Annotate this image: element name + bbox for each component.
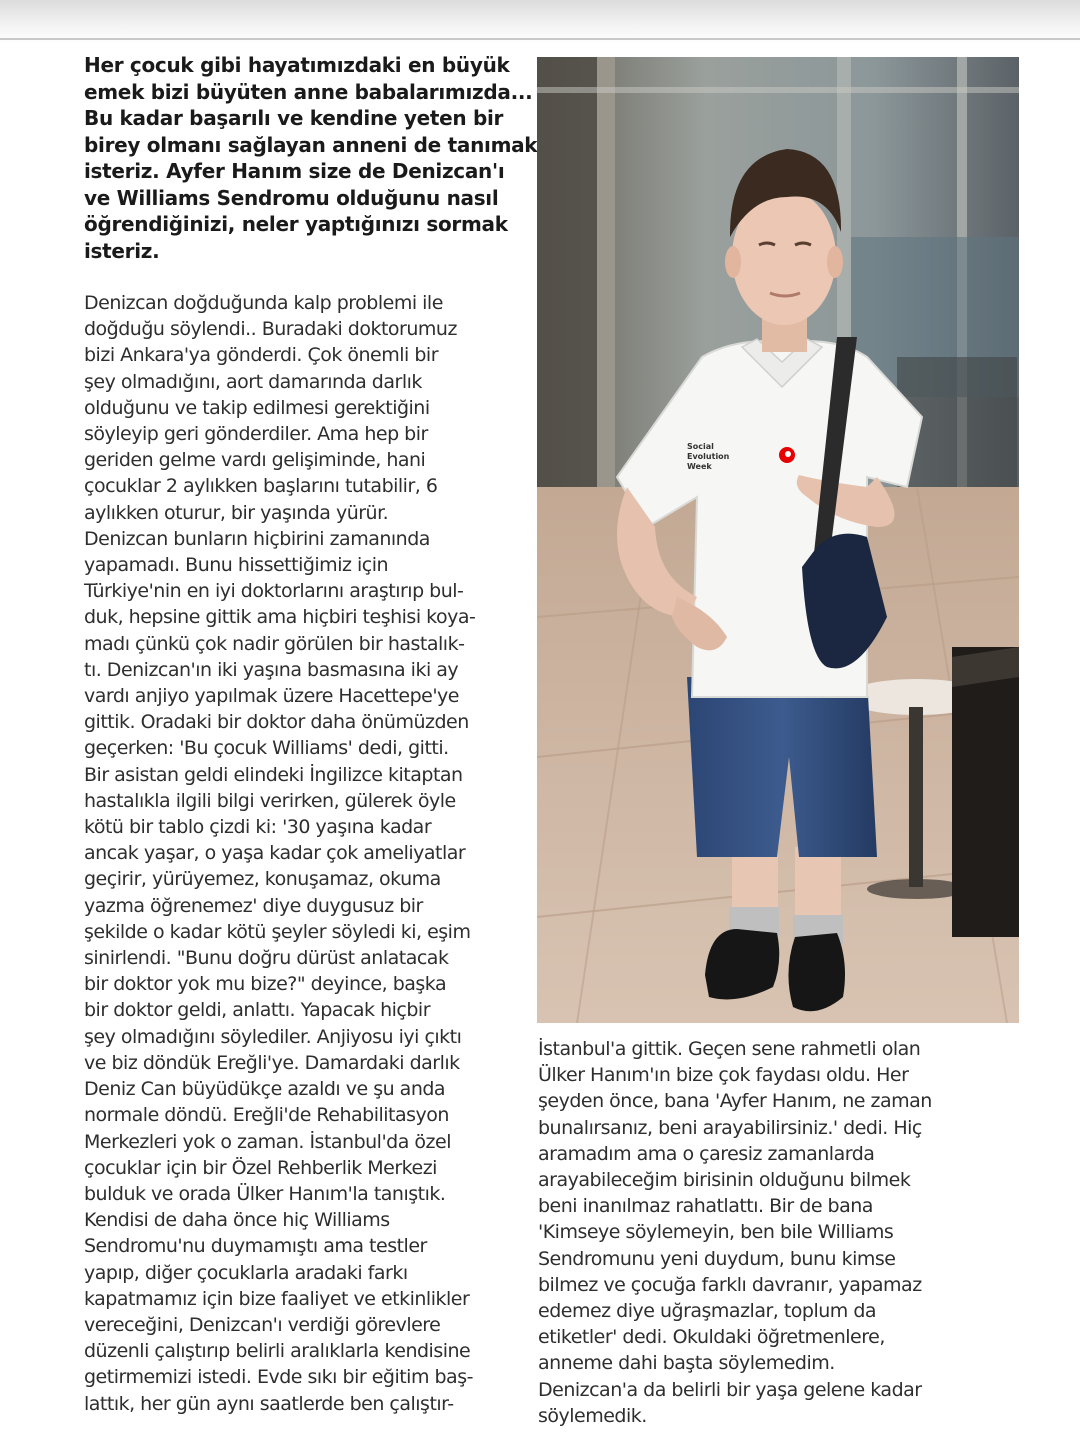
left-column-line: Bir asistan geldi elindeki İngilizce kitaptan bbox=[84, 763, 463, 786]
left-column-line: duk, hepsine gittik ama hiçbiri teşhisi koya- bbox=[84, 606, 476, 629]
left-column-line: geçerken: 'Bu çocuk Williams' dedi, gitti. bbox=[84, 737, 449, 760]
left-shoe bbox=[705, 929, 779, 999]
right-column-line: bilmez ve çocuğa farklı davranır, yapamaz bbox=[538, 1273, 922, 1296]
shirt-badge-left: Social bbox=[687, 442, 714, 451]
left-column-line: bulduk ve orada Ülker Hanım'la tanıştık. bbox=[84, 1182, 446, 1205]
left-column-line: kapatmamız için bize faaliyet ve etkinlikler bbox=[84, 1287, 470, 1310]
lead-line: Her çocuk gibi hayatımızdaki en büyük bbox=[84, 53, 510, 77]
left-column-line: gittik. Oradaki bir doktor daha önümüzden bbox=[84, 711, 469, 734]
right-column-line: etiketler' dedi. Okuldaki öğretmenlere, bbox=[538, 1326, 885, 1349]
svg-text:Week: Week bbox=[687, 462, 712, 471]
left-column-line: Merkezleri yok o zaman. İstanbul'da özel bbox=[84, 1130, 451, 1153]
left-column-line: yapıp, diğer çocuklarla aradaki farkı bbox=[84, 1261, 408, 1284]
left-column-line: düzenli çalıştırıp belirli aralıklarla kendisine bbox=[84, 1340, 471, 1363]
lead-line: öğrendiğinizi, neler yaptığınızı sormak bbox=[84, 212, 508, 236]
right-column-line: edemez diye uğraşmazlar, toplum da bbox=[538, 1300, 877, 1323]
left-column-line: tı. Denizcan'ın iki yaşına basmasına iki ay bbox=[84, 658, 459, 681]
svg-text:Evolution: Evolution bbox=[687, 452, 730, 461]
right-column-line: anneme dahi başta söylemedim. bbox=[538, 1352, 835, 1375]
right-column-line: şeyden önce, bana 'Ayfer Hanım, ne zaman bbox=[538, 1090, 932, 1113]
right-column-line: bunalırsanız, beni arayabilirsiniz.' dedi. Hiç bbox=[538, 1116, 922, 1139]
left-column-line: söyleyip geri gönderdiler. Ama hep bir bbox=[84, 423, 428, 446]
left-column-line: çocuklar için bir Özel Rehberlik Merkezi bbox=[84, 1156, 437, 1179]
left-column-line: olduğunu ve takip edilmesi gerektiğini bbox=[84, 396, 430, 419]
left-column-line: bizi Ankara'ya gönderdi. Çok önemli bir bbox=[84, 344, 439, 367]
left-column-line: Denizcan doğduğunda kalp problemi ile bbox=[84, 292, 443, 314]
right-column-line: 'Kimseye söylemeyin, ben bile Williams bbox=[538, 1221, 894, 1244]
article-lead-question bbox=[84, 52, 538, 264]
lead-line: isteriz. Ayfer Hanım size de Denizcan'ı bbox=[84, 159, 505, 183]
lead-line: birey olmanı sağlayan anneni de tanımak bbox=[84, 132, 538, 157]
left-column-line: ancak yaşar, o yaşa kadar çok ameliyatlar bbox=[84, 842, 466, 865]
lead-line: ve Williams Sendromu olduğunu nasıl bbox=[84, 185, 499, 210]
article-body-left-column bbox=[84, 290, 524, 1417]
left-column-line: aylıkken oturur, bir yaşında yürür. bbox=[84, 501, 389, 524]
left-column-line: Denizcan bunların hiçbirini zamanında bbox=[84, 527, 430, 550]
left-column-line: getirmemizi istedi. Evde sıkı bir eğitim baş- bbox=[84, 1366, 473, 1389]
left-column-line: geriden gelme vardı gelişiminde, hani bbox=[84, 449, 426, 472]
right-column-line: söylemedik. bbox=[538, 1404, 647, 1427]
left-column-line: kötü bir tablo çizdi ki: '30 yaşına kadar bbox=[84, 816, 432, 839]
left-column-line: Türkiye'nin en iyi doktorlarını araştırıp bul- bbox=[84, 580, 464, 603]
left-column-line: Deniz Can büyüdükçe azaldı ve şu anda bbox=[84, 1078, 446, 1101]
left-column-line: Kendisi de daha önce hiç Williams bbox=[84, 1209, 390, 1232]
right-column-line: Ülker Hanım'ın bize çok faydası oldu. Her bbox=[538, 1064, 909, 1087]
left-column-line: Sendromu'nu duymamıştı ama testler bbox=[84, 1235, 427, 1258]
lead-line: emek bizi büyüten anne babalarımızda... bbox=[84, 79, 533, 104]
right-column-line: Sendromunu yeni duydum, bunu kimse bbox=[538, 1247, 896, 1270]
left-column-line: bir doktor yok mu bize?" deyince, başka bbox=[84, 973, 447, 996]
left-column-line: yapamadı. Bunu hissettiğimiz için bbox=[84, 554, 389, 577]
left-column-line: hastalıkla ilgili bilgi verirken, gülerek öyle bbox=[84, 789, 456, 812]
left-column-line: ve biz döndük Ereğli'ye. Damardaki darlık bbox=[84, 1051, 460, 1074]
left-column-line: vardı anjiyo yapılmak üzere Hacettepe'ye bbox=[84, 685, 459, 708]
left-column-line: yazma öğrenemez' diye duygusuz bir bbox=[84, 894, 423, 917]
right-column-line: beni inanılmaz rahatlattı. Bir de bana bbox=[538, 1195, 873, 1218]
right-shoe bbox=[788, 933, 845, 1011]
left-column-line: madı çünkü çok nadir görülen bir hastalık- bbox=[84, 632, 465, 655]
right-column-line: Denizcan'a da belirli bir yaşa gelene kadar bbox=[538, 1378, 922, 1401]
left-column-line: bir doktor geldi, anlattı. Yapacak hiçbir bbox=[84, 999, 431, 1022]
left-column-line: vereceğini, Denizcan'ı verdiği görevlere bbox=[84, 1313, 441, 1336]
right-column-line: İstanbul'a gittik. Geçen sene rahmetli olan bbox=[538, 1038, 921, 1060]
left-column-line: sinirlendi. "Bunu doğru dürüst anlatacak bbox=[84, 947, 449, 970]
article-body-right-column bbox=[538, 1036, 978, 1429]
left-column-line: çocuklar 2 aylıkken başlarını tutabilir, 6 bbox=[84, 475, 438, 498]
article-photo bbox=[537, 57, 1019, 1023]
left-column-line: geçirir, yürüyemez, konuşamaz, okuma bbox=[84, 868, 441, 891]
left-column-line: doğduğu söylendi.. Buradaki doktorumuz bbox=[84, 318, 457, 341]
left-column-line: şekilde o kadar kötü şeyler söyledi ki, eşim bbox=[84, 920, 471, 943]
right-column-line: arayabileceğim birisinin olduğunu bilmek bbox=[538, 1169, 911, 1192]
left-column-line: lattık, her gün aynı saatlerde ben çalıştır- bbox=[84, 1392, 454, 1415]
left-column-line: normale döndü. Ereğli'de Rehabilitasyon bbox=[84, 1104, 449, 1127]
left-column-line: şey olmadığını söylediler. Anjiyosu iyi çıktı bbox=[84, 1025, 462, 1048]
cafe-chair bbox=[952, 647, 1019, 937]
page-top-shadow bbox=[0, 0, 1080, 44]
right-column-line: aramadım ama o çaresiz zamanlarda bbox=[538, 1142, 875, 1165]
left-column-line: şey olmadığını, aort damarında darlık bbox=[84, 370, 422, 393]
lead-line: isteriz. bbox=[84, 238, 160, 263]
lead-line: Bu kadar başarılı ve kendine yeten bir bbox=[84, 106, 504, 130]
